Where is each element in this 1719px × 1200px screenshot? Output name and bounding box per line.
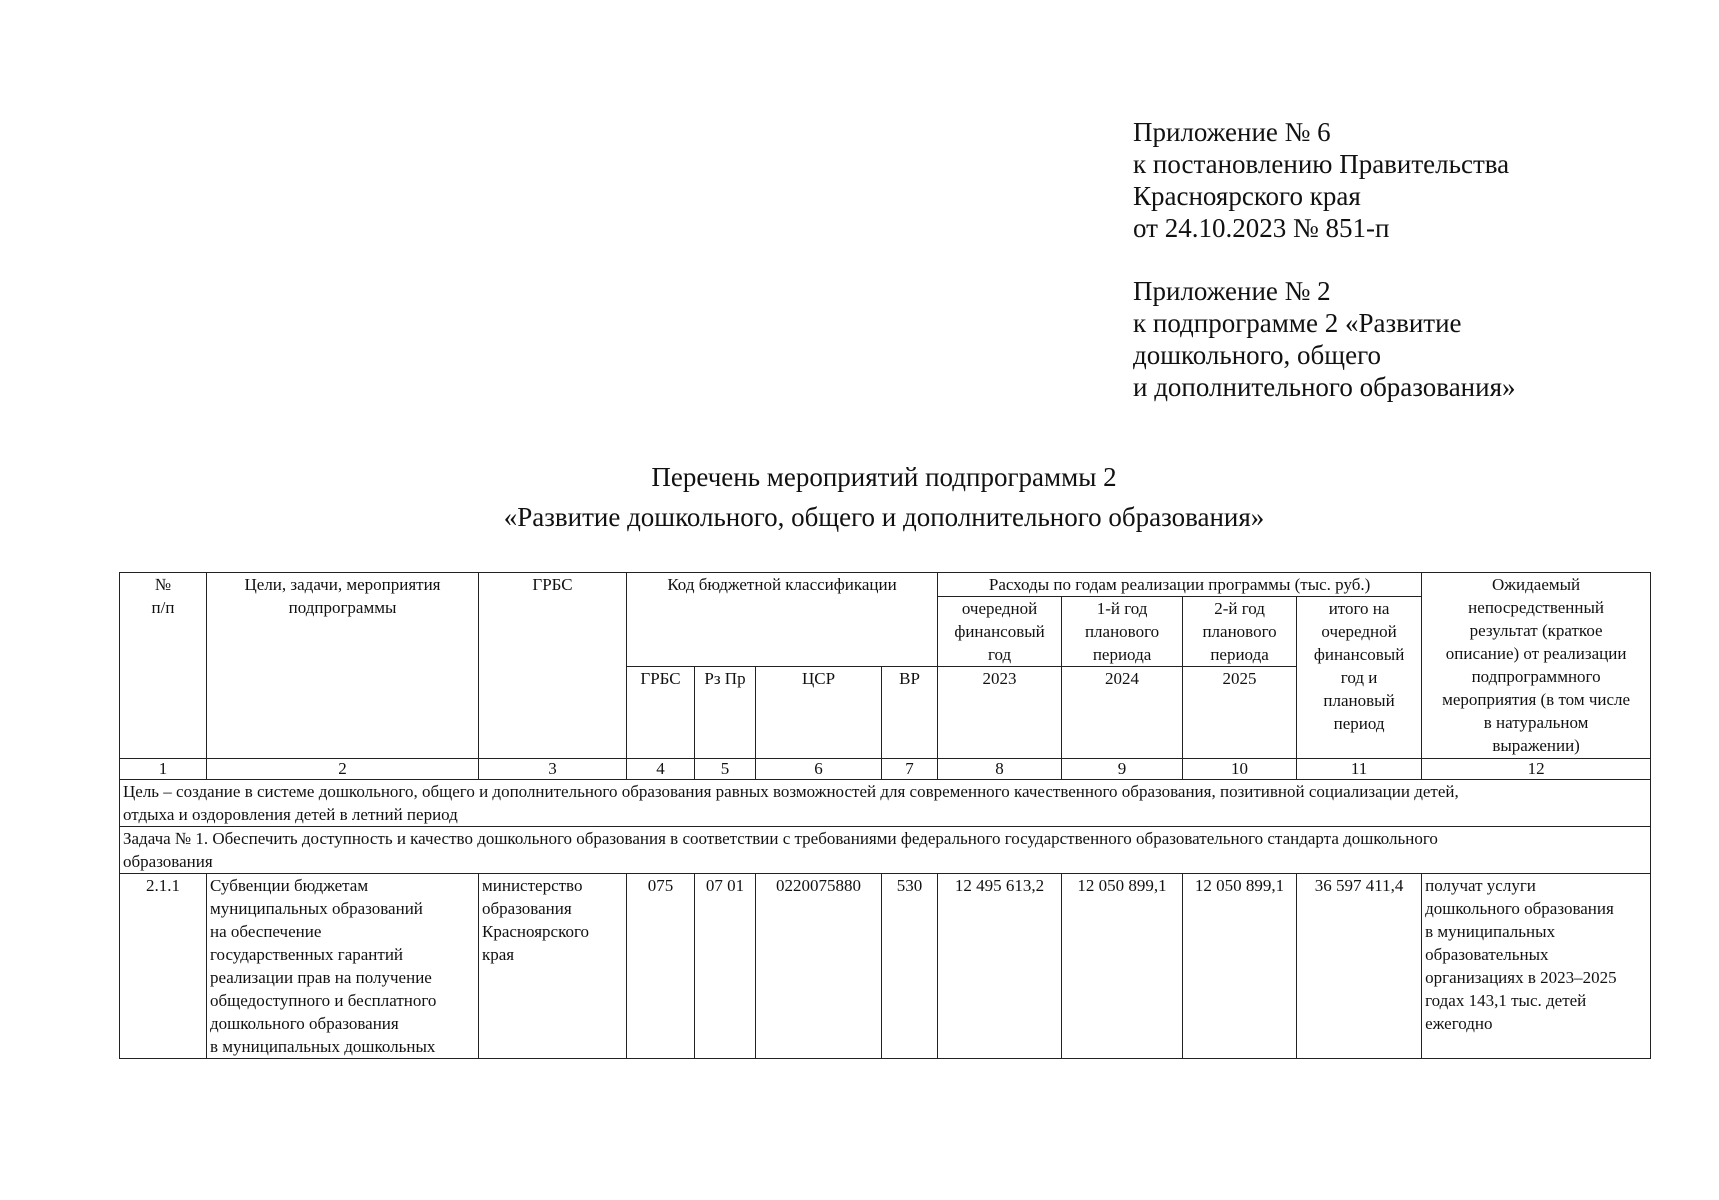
- column-number: 2: [207, 759, 479, 780]
- row-grbs-line: образования: [482, 899, 572, 918]
- row-code-csr: 0220075880: [756, 874, 882, 1059]
- header-total-line: плановый: [1323, 691, 1395, 710]
- task-line: Задача № 1. Обеспечить доступность и качество дошкольного образования в соответствии с требованиями федерального государственного образовательного стандарта дошкольного: [123, 829, 1438, 848]
- header-year-plan1-line: периода: [1092, 645, 1152, 664]
- row-activity: [207, 874, 479, 1059]
- header-year-plan2: [1183, 597, 1297, 667]
- row-result-line: организациях в 2023–2025: [1425, 968, 1617, 987]
- header-goals-line: Цели, задачи, мероприятия: [244, 575, 441, 594]
- column-number: 3: [479, 759, 627, 780]
- header-total-line: очередной: [1321, 622, 1397, 641]
- header-code-vr: ВР: [882, 667, 938, 759]
- header-code-rzpr: Рз Пр: [695, 667, 756, 759]
- task-row: [120, 827, 1651, 874]
- header-num: [120, 573, 207, 759]
- header-result-line: непосредственный: [1468, 598, 1605, 617]
- header-total-line: год и: [1340, 668, 1378, 687]
- column-number: 11: [1297, 759, 1422, 780]
- row-result-line: получат услуги: [1425, 876, 1536, 895]
- row-result-line: годах 143,1 тыс. детей: [1425, 991, 1587, 1010]
- column-number: 4: [627, 759, 695, 780]
- row-total: 36 597 411,4: [1297, 874, 1422, 1059]
- header-result-line: описание) от реализации: [1445, 644, 1627, 663]
- task-cell: [120, 827, 1651, 874]
- header-year-current-line: год: [987, 645, 1012, 664]
- header-goals-line: подпрограммы: [288, 598, 397, 617]
- document-title: [0, 457, 1719, 537]
- appendix-2-line: дошкольного, общего: [1133, 340, 1381, 370]
- header-code-csr: ЦСР: [756, 667, 882, 759]
- column-number: 5: [695, 759, 756, 780]
- row-activity-line: государственных гарантий: [210, 945, 404, 964]
- header-year-current: [938, 597, 1062, 667]
- header-result-line: в натуральном: [1483, 713, 1589, 732]
- row-year-2024: 12 050 899,1: [1062, 874, 1183, 1059]
- appendix-6-line: Приложение № 6: [1133, 117, 1331, 147]
- row-code-rzpr: 07 01: [695, 874, 756, 1059]
- row-code-grbs: 075: [627, 874, 695, 1059]
- appendix-6-line: Красноярского края: [1133, 181, 1361, 211]
- row-activity-line: реализации прав на получение: [210, 968, 432, 987]
- row-result-line: в муниципальных: [1425, 922, 1556, 941]
- header-year-plan1-line: 1-й год: [1096, 599, 1148, 618]
- column-numbers-row: [120, 759, 1651, 780]
- row-activity-line: в муниципальных дошкольных: [210, 1037, 436, 1056]
- column-number: 6: [756, 759, 882, 780]
- row-activity-line: общедоступного и бесплатного: [210, 991, 437, 1010]
- goal-cell: [120, 780, 1651, 827]
- header-year-plan2-line: планового: [1202, 622, 1277, 641]
- title-line-2: «Развитие дошкольного, общего и дополнительного образования»: [503, 502, 1265, 532]
- header-total-line: финансовый: [1313, 645, 1405, 664]
- header-budget-code: Код бюджетной классификации: [627, 573, 938, 667]
- header-goals: [207, 573, 479, 759]
- row-result-line: дошкольного образования: [1425, 899, 1614, 918]
- column-number: 1: [120, 759, 207, 780]
- header-year-plan2-line: периода: [1210, 645, 1269, 664]
- appendix-6-line: от 24.10.2023 № 851-п: [1133, 213, 1390, 243]
- column-number: 12: [1422, 759, 1651, 780]
- column-number: 9: [1062, 759, 1183, 780]
- row-grbs-line: края: [482, 945, 515, 964]
- header-year-2024: 2024: [1062, 667, 1183, 759]
- header-expenses: Расходы по годам реализации программы (тыс. руб.): [938, 573, 1422, 597]
- appendix-2-line: Приложение № 2: [1133, 276, 1331, 306]
- row-result: [1422, 874, 1651, 1059]
- row-grbs: [479, 874, 627, 1059]
- header-row-1: [120, 573, 1651, 597]
- appendix-2-line: к подпрограмме 2 «Развитие: [1133, 308, 1462, 338]
- header-year-plan1-line: планового: [1084, 622, 1160, 641]
- row-grbs-line: министерство: [482, 876, 583, 895]
- header-total-line: итого на: [1328, 599, 1390, 618]
- header-year-plan2-line: 2-й год: [1214, 599, 1265, 618]
- column-number: 10: [1183, 759, 1297, 780]
- row-result-line: ежегодно: [1425, 1014, 1493, 1033]
- header-year-2025: 2025: [1183, 667, 1297, 759]
- header-code-grbs: ГРБС: [627, 667, 695, 759]
- row-code-vr: 530: [882, 874, 938, 1059]
- row-num: 2.1.1: [120, 874, 207, 1059]
- row-grbs-line: Красноярского: [482, 922, 590, 941]
- row-activity-line: Субвенции бюджетам: [210, 876, 369, 895]
- appendix-6-line: к постановлению Правительства: [1133, 149, 1510, 179]
- title-line-1: Перечень мероприятий подпрограммы 2: [651, 462, 1117, 492]
- appendix-2-header: [1133, 275, 1516, 403]
- header-year-2023: 2023: [938, 667, 1062, 759]
- header-year-current-line: финансовый: [954, 622, 1045, 641]
- activities-table: [119, 572, 1651, 1059]
- row-activity-line: дошкольного образования: [210, 1014, 399, 1033]
- row-year-2023: 12 495 613,2: [938, 874, 1062, 1059]
- header-result-line: мероприятия (в том числе: [1442, 690, 1631, 709]
- header-total-line: период: [1333, 714, 1385, 733]
- goal-line: Цель – создание в системе дошкольного, общего и дополнительного образования равных возможностей для современного качественного образования, позитивной социализации детей,: [123, 782, 1459, 801]
- appendix-6-header: [1133, 116, 1509, 244]
- column-number: 7: [882, 759, 938, 780]
- header-num-line: п/п: [151, 598, 175, 617]
- header-result: [1422, 573, 1651, 759]
- header-result-line: выражении): [1492, 736, 1580, 755]
- header-year-current-line: очередной: [961, 599, 1038, 618]
- table-row: [120, 874, 1651, 1059]
- goal-row: [120, 780, 1651, 827]
- header-result-line: Ожидаемый: [1492, 575, 1581, 594]
- header-num-line: №: [154, 575, 172, 594]
- header-grbs: ГРБС: [479, 573, 627, 759]
- column-number: 8: [938, 759, 1062, 780]
- row-result-line: образовательных: [1425, 945, 1549, 964]
- task-line: образования: [123, 852, 213, 871]
- header-total: [1297, 597, 1422, 759]
- row-year-2025: 12 050 899,1: [1183, 874, 1297, 1059]
- row-activity-line: на обеспечение: [210, 922, 322, 941]
- header-result-line: результат (краткое: [1469, 621, 1603, 640]
- header-year-plan1: [1062, 597, 1183, 667]
- row-activity-line: муниципальных образований: [210, 899, 423, 918]
- appendix-2-line: и дополнительного образования»: [1133, 372, 1516, 402]
- header-result-line: подпрограммного: [1471, 667, 1601, 686]
- goal-line: отдыха и оздоровления детей в летний период: [123, 805, 458, 824]
